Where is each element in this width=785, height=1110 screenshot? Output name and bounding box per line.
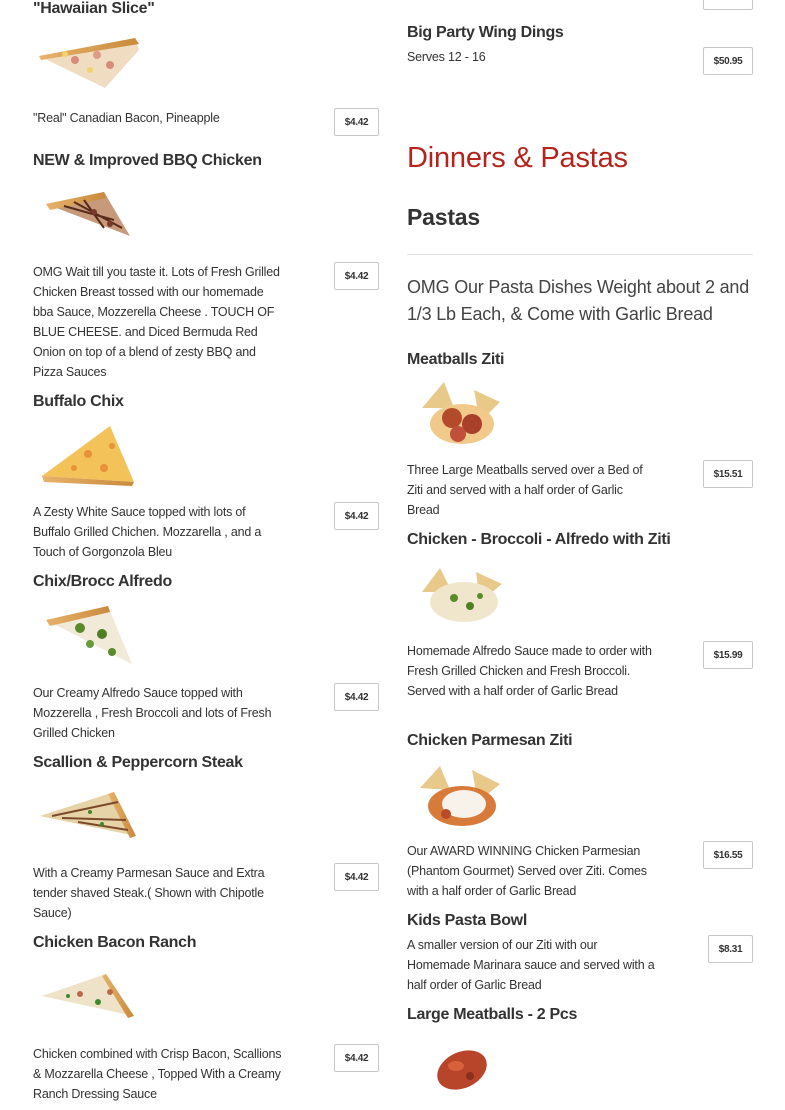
item-title-buffalo-chix: Buffalo Chix	[33, 393, 124, 410]
pizza-slice-icon	[40, 972, 136, 1022]
item-desc-kids-pasta-bowl: A smaller version of our Ziti with our Homemade Marinara sauce and served with a half order of Garlic Bread	[407, 938, 655, 992]
item-desc-chix-brocc-alfredo: Our Creamy Alfredo Sauce topped with Mozzerella , Fresh Broccoli and lots of Fresh Grilled Chicken	[33, 686, 272, 740]
item-desc-buffalo-chix: A Zesty White Sauce topped with lots of Buffalo Grilled Chichen. Mozzarella , and a Touch of Gorgonzola Bleu	[33, 505, 262, 559]
pasta-dish-icon	[418, 378, 504, 448]
item-title-hawaiian: "Hawaiian Slice"	[33, 0, 155, 17]
item-desc-chicken-broccoli-alfredo: Homemade Alfredo Sauce made to order with Fresh Grilled Chicken and Fresh Broccoli. Served with a half order of Garlic Bread	[407, 644, 652, 698]
meatball-icon	[430, 1042, 494, 1094]
pasta-dish-icon	[416, 762, 506, 830]
item-title-chix-brocc-alfredo: Chix/Brocc Alfredo	[33, 573, 172, 590]
item-title-chicken-parmesan-ziti: Chicken Parmesan Ziti	[407, 732, 573, 749]
price-button-wing-dings[interactable]: $50.95	[703, 47, 753, 75]
item-desc-bbq-chicken: OMG Wait till you taste it. Lots of Fresh Grilled Chicken Breast tossed with our homemade bba Sauce, Mozzerella Cheese . TOUCH OF BLUE CHEESE. and Diced Bermuda Red Onion on top of a blend of zesty BBQ and Pizza Sauces	[33, 265, 280, 379]
pasta-dish-icon	[418, 562, 506, 626]
item-title-chicken-bacon-ranch: Chicken Bacon Ranch	[33, 934, 197, 951]
item-title-bbq-chicken: NEW & Improved BBQ Chicken	[33, 152, 262, 169]
pizza-slice-icon	[44, 190, 132, 240]
item-title-kids-pasta-bowl: Kids Pasta Bowl	[407, 912, 527, 929]
item-desc-chicken-parmesan-ziti: Our AWARD WINNING Chicken Parmesian (Phantom Gourmet) Served over Ziti. Comes with a half order of Garlic Bread	[407, 844, 647, 898]
price-button-chicken-broccoli-alfredo[interactable]: $15.99	[703, 641, 753, 669]
section-intro: OMG Our Pasta Dishes Weight about 2 and 1/3 Lb Each, & Come with Garlic Bread	[407, 277, 750, 324]
item-desc-chicken-bacon-ranch: Chicken combined with Crisp Bacon, Scallions & Mozzarella Cheese , Topped With a Creamy Ranch Dressing Sauce	[33, 1047, 282, 1101]
price-button-partial[interactable]	[703, 0, 753, 10]
subsection-heading: Pastas	[407, 204, 480, 230]
item-title-scallion-steak: Scallion & Peppercorn Steak	[33, 754, 243, 771]
pizza-slice-icon	[35, 30, 141, 94]
item-desc-scallion-steak: With a Creamy Parmesan Sauce and Extra tender shaved Steak.( Shown with Chipotle Sauce)	[33, 866, 265, 920]
item-desc-meatballs-ziti: Three Large Meatballs served over a Bed of Ziti and served with a half order of Garlic Bread	[407, 463, 643, 517]
price-button-scallion-steak[interactable]: $4.42	[334, 863, 379, 891]
price-button-hawaiian[interactable]: $4.42	[334, 108, 379, 136]
price-button-chix-brocc-alfredo[interactable]: $4.42	[334, 683, 379, 711]
item-title-meatballs-ziti: Meatballs Ziti	[407, 351, 505, 368]
item-title-wing-dings: Big Party Wing Dings	[407, 24, 564, 41]
item-title-large-meatballs: Large Meatballs - 2 Pcs	[407, 1006, 578, 1023]
pizza-slice-icon	[42, 604, 136, 668]
item-desc-hawaiian: "Real" Canadian Bacon, Pineapple	[33, 111, 220, 125]
item-title-chicken-broccoli-alfredo: Chicken - Broccoli - Alfredo with Ziti	[407, 531, 671, 548]
price-button-chicken-parmesan-ziti[interactable]: $16.55	[703, 841, 753, 869]
pizza-slice-icon	[38, 790, 140, 842]
price-button-kids-pasta-bowl[interactable]: $8.31	[708, 935, 753, 963]
price-button-bbq-chicken[interactable]: $4.42	[334, 262, 379, 290]
price-button-buffalo-chix[interactable]: $4.42	[334, 502, 379, 530]
item-desc-wing-dings: Serves 12 - 16	[407, 50, 486, 64]
price-button-meatballs-ziti[interactable]: $15.51	[703, 460, 753, 488]
section-heading: Dinners & Pastas	[407, 142, 628, 174]
pizza-slice-icon	[38, 424, 138, 486]
divider	[407, 254, 753, 255]
price-button-chicken-bacon-ranch[interactable]: $4.42	[334, 1044, 379, 1072]
